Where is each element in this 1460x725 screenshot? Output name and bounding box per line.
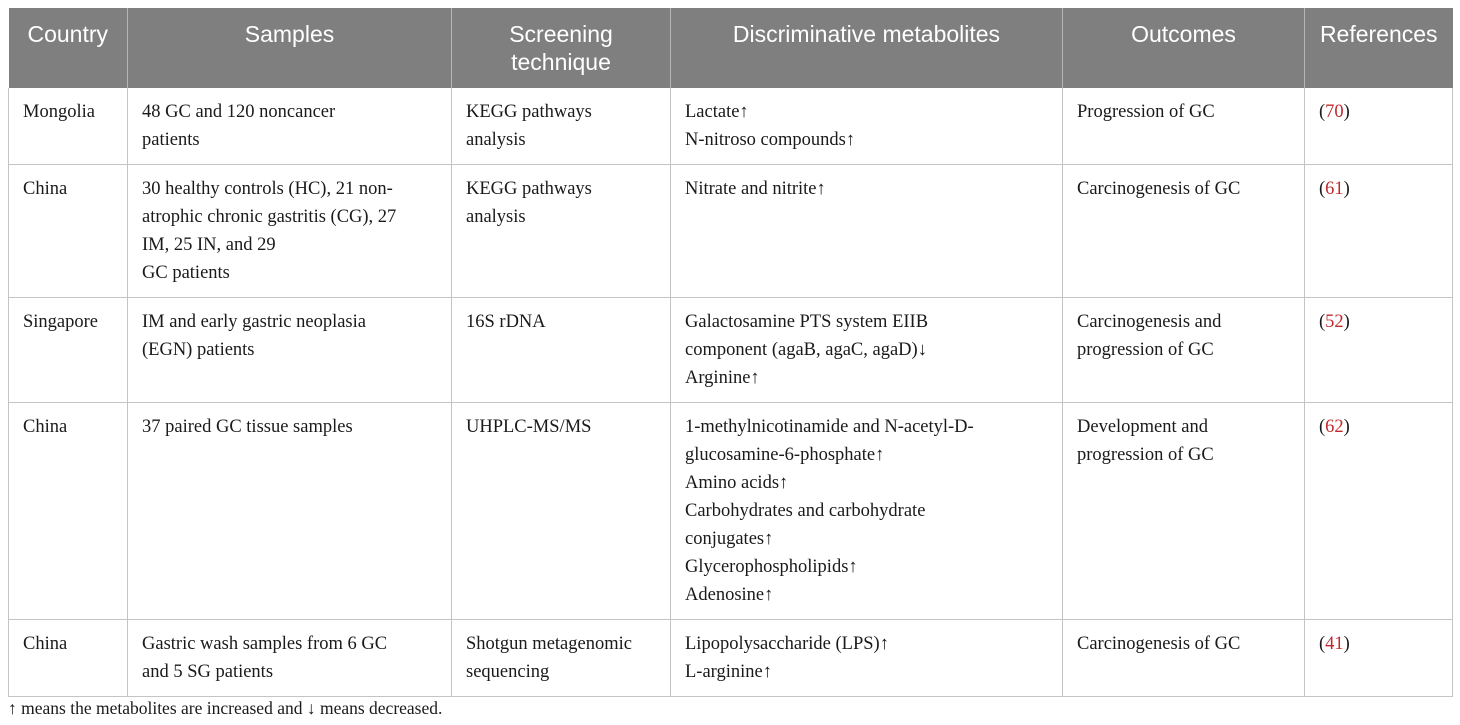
cell-samples — [128, 403, 452, 620]
cell-metabolites — [671, 88, 1063, 165]
samples-line: 37 paired GC tissue samples — [142, 417, 353, 437]
cell-outcomes — [1063, 88, 1305, 165]
cell-country — [9, 88, 128, 165]
country-text: China — [23, 179, 68, 199]
outcome-line: Carcinogenesis of GC — [1077, 179, 1241, 199]
ref-close: ) — [1343, 417, 1350, 437]
ref-open: ( — [1319, 179, 1326, 199]
metabolite-line: conjugates↑ — [685, 529, 774, 549]
cell-reference — [1305, 403, 1453, 620]
cell-technique — [452, 165, 671, 298]
ref-open: ( — [1319, 634, 1326, 654]
cell-reference — [1305, 620, 1453, 697]
cell-technique — [452, 403, 671, 620]
header-outcomes: Outcomes — [1063, 8, 1305, 88]
metabolite-line: Nitrate and nitrite↑ — [685, 179, 826, 199]
technique-line: 16S rDNA — [466, 312, 546, 332]
country-text: China — [23, 634, 68, 654]
cell-samples — [128, 88, 452, 165]
cell-metabolites — [671, 403, 1063, 620]
ref-close: ) — [1343, 312, 1350, 332]
cell-metabolites — [671, 620, 1063, 697]
table-row — [9, 620, 1453, 697]
technique-line: Shotgun metagenomic — [466, 634, 632, 654]
ref-open: ( — [1319, 102, 1326, 122]
technique-line: analysis — [466, 130, 526, 150]
reference-link[interactable]: 62 — [1325, 417, 1344, 437]
cell-country — [9, 298, 128, 403]
cell-technique — [452, 88, 671, 165]
ref-open: ( — [1319, 417, 1326, 437]
cell-reference — [1305, 88, 1453, 165]
cell-outcomes — [1063, 298, 1305, 403]
country-text: China — [23, 417, 68, 437]
cell-country — [9, 620, 128, 697]
outcome-line: progression of GC — [1077, 445, 1214, 465]
outcome-line: Carcinogenesis of GC — [1077, 634, 1241, 654]
technique-line: KEGG pathways — [466, 179, 592, 199]
cell-country — [9, 165, 128, 298]
outcome-line: progression of GC — [1077, 340, 1214, 360]
country-text: Singapore — [23, 312, 99, 332]
samples-line: and 5 SG patients — [142, 662, 274, 682]
cell-metabolites — [671, 298, 1063, 403]
cell-technique — [452, 298, 671, 403]
ref-close: ) — [1343, 179, 1350, 199]
metabolite-line: Glycerophospholipids↑ — [685, 557, 858, 577]
country-text: Mongolia — [23, 102, 95, 122]
samples-line: atrophic chronic gastritis (CG), 27 — [142, 207, 397, 227]
metabolite-line: component (agaB, agaC, agaD)↓ — [685, 340, 927, 360]
header-references: References — [1305, 8, 1453, 88]
cell-country — [9, 403, 128, 620]
ref-close: ) — [1343, 102, 1350, 122]
samples-line: patients — [142, 130, 200, 150]
metabolite-line: glucosamine-6-phosphate↑ — [685, 445, 885, 465]
samples-line: GC patients — [142, 263, 230, 283]
samples-line: IM, 25 IN, and 29 — [142, 235, 276, 255]
table-row — [9, 298, 1453, 403]
metabolite-line: Arginine↑ — [685, 368, 760, 388]
samples-line: 48 GC and 120 noncancer — [142, 102, 336, 122]
technique-line: KEGG pathways — [466, 102, 592, 122]
table-row — [9, 88, 1453, 165]
samples-line: IM and early gastric neoplasia — [142, 312, 366, 332]
samples-line: (EGN) patients — [142, 340, 255, 360]
header-discriminative-metabolites: Discriminative metabolites — [671, 8, 1063, 88]
metabolite-line: N-nitroso compounds↑ — [685, 130, 856, 150]
metabolite-line: Lipopolysaccharide (LPS)↑ — [685, 634, 889, 654]
header-screening-technique: Screening technique — [452, 8, 671, 88]
metabolite-line: 1-methylnicotinamide and N-acetyl-D- — [685, 417, 974, 437]
cell-outcomes — [1063, 620, 1305, 697]
table-footnote: ↑ means the metabolites are increased and ↓ means decreased. — [8, 698, 443, 718]
cell-metabolites — [671, 165, 1063, 298]
table-row — [9, 165, 1453, 298]
outcome-line: Development and — [1077, 417, 1208, 437]
table-row — [9, 403, 1453, 620]
metabolite-line: Adenosine↑ — [685, 585, 774, 605]
table-header-row — [9, 8, 1453, 88]
outcome-line: Progression of GC — [1077, 102, 1215, 122]
metabolite-line: Amino acids↑ — [685, 473, 789, 493]
metabolite-line: Galactosamine PTS system EIIB — [685, 312, 929, 332]
reference-link[interactable]: 61 — [1325, 179, 1344, 199]
metabolite-line: L-arginine↑ — [685, 662, 772, 682]
metabolite-line: Lactate↑ — [685, 102, 749, 122]
reference-link[interactable]: 52 — [1325, 312, 1344, 332]
cell-outcomes — [1063, 403, 1305, 620]
technique-line: UHPLC-MS/MS — [466, 417, 592, 437]
cell-samples — [128, 620, 452, 697]
ref-close: ) — [1343, 634, 1350, 654]
reference-link[interactable]: 70 — [1325, 102, 1344, 122]
metabolites-table — [8, 8, 1453, 697]
cell-samples — [128, 165, 452, 298]
samples-line: 30 healthy controls (HC), 21 non- — [142, 179, 393, 199]
metabolite-line: Carbohydrates and carbohydrate — [685, 501, 926, 521]
ref-open: ( — [1319, 312, 1326, 332]
reference-link[interactable]: 41 — [1325, 634, 1344, 654]
technique-line: analysis — [466, 207, 526, 227]
technique-line: sequencing — [466, 662, 550, 682]
header-samples: Samples — [128, 8, 452, 88]
cell-outcomes — [1063, 165, 1305, 298]
header-country: Country — [9, 8, 128, 88]
cell-reference — [1305, 298, 1453, 403]
cell-technique — [452, 620, 671, 697]
cell-reference — [1305, 165, 1453, 298]
outcome-line: Carcinogenesis and — [1077, 312, 1222, 332]
cell-samples — [128, 298, 452, 403]
samples-line: Gastric wash samples from 6 GC — [142, 634, 388, 654]
